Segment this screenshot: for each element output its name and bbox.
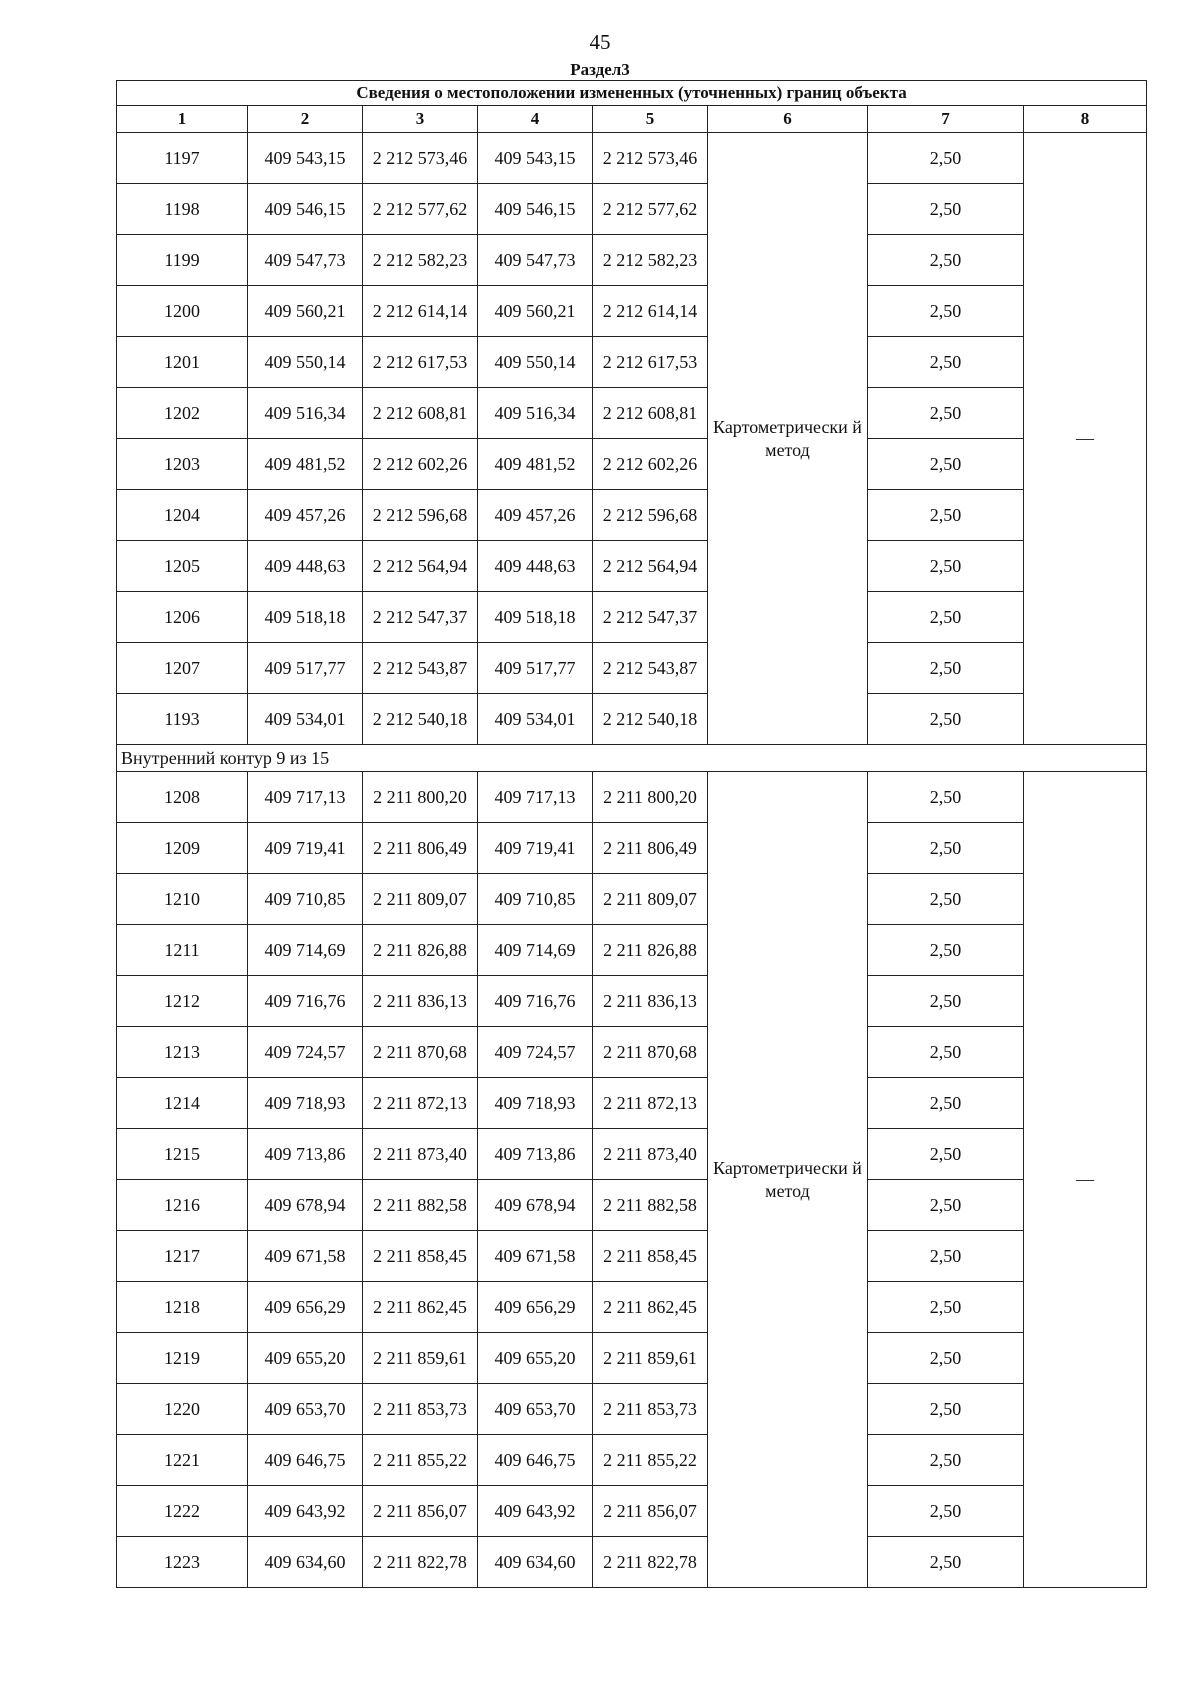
accuracy-cell: 2,50 bbox=[868, 925, 1024, 976]
note-cell: — bbox=[1024, 772, 1147, 1588]
point-number-cell: 1201 bbox=[117, 337, 248, 388]
y-old-cell: 2 211 809,07 bbox=[363, 874, 478, 925]
accuracy-cell: 2,50 bbox=[868, 592, 1024, 643]
x-old-cell: 409 560,21 bbox=[248, 286, 363, 337]
x-old-cell: 409 448,63 bbox=[248, 541, 363, 592]
point-number-cell: 1211 bbox=[117, 925, 248, 976]
y-new-cell: 2 212 596,68 bbox=[593, 490, 708, 541]
x-old-cell: 409 713,86 bbox=[248, 1129, 363, 1180]
point-number-cell: 1203 bbox=[117, 439, 248, 490]
y-new-cell: 2 211 806,49 bbox=[593, 823, 708, 874]
accuracy-cell: 2,50 bbox=[868, 1282, 1024, 1333]
point-number-cell: 1216 bbox=[117, 1180, 248, 1231]
y-new-cell: 2 212 573,46 bbox=[593, 133, 708, 184]
table-row bbox=[117, 1435, 1147, 1486]
accuracy-cell: 2,50 bbox=[868, 643, 1024, 694]
accuracy-cell: 2,50 bbox=[868, 388, 1024, 439]
point-number-cell: 1197 bbox=[117, 133, 248, 184]
accuracy-cell: 2,50 bbox=[868, 1027, 1024, 1078]
x-new-cell: 409 634,60 bbox=[478, 1537, 593, 1588]
point-number-cell: 1219 bbox=[117, 1333, 248, 1384]
x-old-cell: 409 719,41 bbox=[248, 823, 363, 874]
y-new-cell: 2 211 822,78 bbox=[593, 1537, 708, 1588]
y-old-cell: 2 211 806,49 bbox=[363, 823, 478, 874]
x-new-cell: 409 547,73 bbox=[478, 235, 593, 286]
x-old-cell: 409 646,75 bbox=[248, 1435, 363, 1486]
point-number-cell: 1217 bbox=[117, 1231, 248, 1282]
y-new-cell: 2 212 608,81 bbox=[593, 388, 708, 439]
x-new-cell: 409 518,18 bbox=[478, 592, 593, 643]
point-number-cell: 1199 bbox=[117, 235, 248, 286]
x-old-cell: 409 550,14 bbox=[248, 337, 363, 388]
contour-label-row bbox=[117, 745, 1147, 772]
x-new-cell: 409 516,34 bbox=[478, 388, 593, 439]
y-old-cell: 2 211 862,45 bbox=[363, 1282, 478, 1333]
x-new-cell: 409 560,21 bbox=[478, 286, 593, 337]
table-row bbox=[117, 439, 1147, 490]
y-old-cell: 2 211 856,07 bbox=[363, 1486, 478, 1537]
y-old-cell: 2 211 882,58 bbox=[363, 1180, 478, 1231]
x-new-cell: 409 678,94 bbox=[478, 1180, 593, 1231]
x-old-cell: 409 671,58 bbox=[248, 1231, 363, 1282]
point-number-cell: 1221 bbox=[117, 1435, 248, 1486]
y-new-cell: 2 211 873,40 bbox=[593, 1129, 708, 1180]
y-old-cell: 2 212 614,14 bbox=[363, 286, 478, 337]
accuracy-cell: 2,50 bbox=[868, 874, 1024, 925]
point-number-cell: 1209 bbox=[117, 823, 248, 874]
y-new-cell: 2 211 826,88 bbox=[593, 925, 708, 976]
table-caption: Сведения о местоположении измененных (уточненных) границ объекта bbox=[117, 81, 1147, 106]
y-new-cell: 2 211 882,58 bbox=[593, 1180, 708, 1231]
table-row bbox=[117, 823, 1147, 874]
y-new-cell: 2 212 602,26 bbox=[593, 439, 708, 490]
table-row bbox=[117, 1486, 1147, 1537]
y-new-cell: 2 212 540,18 bbox=[593, 694, 708, 745]
y-new-cell: 2 211 859,61 bbox=[593, 1333, 708, 1384]
y-old-cell: 2 212 564,94 bbox=[363, 541, 478, 592]
x-new-cell: 409 543,15 bbox=[478, 133, 593, 184]
y-old-cell: 2 212 582,23 bbox=[363, 235, 478, 286]
x-new-cell: 409 457,26 bbox=[478, 490, 593, 541]
y-old-cell: 2 211 836,13 bbox=[363, 976, 478, 1027]
table-row bbox=[117, 388, 1147, 439]
table-row bbox=[117, 772, 1147, 823]
y-old-cell: 2 211 872,13 bbox=[363, 1078, 478, 1129]
x-old-cell: 409 518,18 bbox=[248, 592, 363, 643]
x-old-cell: 409 547,73 bbox=[248, 235, 363, 286]
x-new-cell: 409 656,29 bbox=[478, 1282, 593, 1333]
x-old-cell: 409 714,69 bbox=[248, 925, 363, 976]
y-old-cell: 2 211 859,61 bbox=[363, 1333, 478, 1384]
table-row bbox=[117, 337, 1147, 388]
x-old-cell: 409 481,52 bbox=[248, 439, 363, 490]
y-old-cell: 2 211 800,20 bbox=[363, 772, 478, 823]
y-old-cell: 2 212 602,26 bbox=[363, 439, 478, 490]
point-number-cell: 1214 bbox=[117, 1078, 248, 1129]
accuracy-cell: 2,50 bbox=[868, 1333, 1024, 1384]
y-old-cell: 2 211 870,68 bbox=[363, 1027, 478, 1078]
accuracy-cell: 2,50 bbox=[868, 184, 1024, 235]
y-old-cell: 2 212 540,18 bbox=[363, 694, 478, 745]
y-new-cell: 2 212 564,94 bbox=[593, 541, 708, 592]
method-cell: Картометрически й метод bbox=[708, 772, 868, 1588]
accuracy-cell: 2,50 bbox=[868, 694, 1024, 745]
accuracy-cell: 2,50 bbox=[868, 235, 1024, 286]
y-new-cell: 2 211 862,45 bbox=[593, 1282, 708, 1333]
accuracy-cell: 2,50 bbox=[868, 439, 1024, 490]
table-row bbox=[117, 1129, 1147, 1180]
x-old-cell: 409 656,29 bbox=[248, 1282, 363, 1333]
section-label: Раздел3 bbox=[570, 60, 630, 79]
accuracy-cell: 2,50 bbox=[868, 976, 1024, 1027]
y-new-cell: 2 212 543,87 bbox=[593, 643, 708, 694]
y-old-cell: 2 212 577,62 bbox=[363, 184, 478, 235]
y-old-cell: 2 211 826,88 bbox=[363, 925, 478, 976]
x-new-cell: 409 643,92 bbox=[478, 1486, 593, 1537]
accuracy-cell: 2,50 bbox=[868, 1078, 1024, 1129]
point-number-cell: 1206 bbox=[117, 592, 248, 643]
x-old-cell: 409 716,76 bbox=[248, 976, 363, 1027]
table-row bbox=[117, 235, 1147, 286]
y-new-cell: 2 211 800,20 bbox=[593, 772, 708, 823]
accuracy-cell: 2,50 bbox=[868, 490, 1024, 541]
accuracy-cell: 2,50 bbox=[868, 133, 1024, 184]
x-new-cell: 409 481,52 bbox=[478, 439, 593, 490]
x-old-cell: 409 718,93 bbox=[248, 1078, 363, 1129]
x-new-cell: 409 716,76 bbox=[478, 976, 593, 1027]
accuracy-cell: 2,50 bbox=[868, 1129, 1024, 1180]
point-number-cell: 1220 bbox=[117, 1384, 248, 1435]
point-number-cell: 1210 bbox=[117, 874, 248, 925]
table-row bbox=[117, 541, 1147, 592]
point-number-cell: 1215 bbox=[117, 1129, 248, 1180]
y-new-cell: 2 212 617,53 bbox=[593, 337, 708, 388]
x-new-cell: 409 710,85 bbox=[478, 874, 593, 925]
table-row bbox=[117, 694, 1147, 745]
table-caption-row bbox=[117, 81, 1147, 106]
y-old-cell: 2 212 543,87 bbox=[363, 643, 478, 694]
column-header: 1 bbox=[117, 106, 248, 133]
y-old-cell: 2 211 858,45 bbox=[363, 1231, 478, 1282]
y-old-cell: 2 211 822,78 bbox=[363, 1537, 478, 1588]
column-header: 2 bbox=[248, 106, 363, 133]
table-body bbox=[117, 81, 1147, 1588]
x-new-cell: 409 718,93 bbox=[478, 1078, 593, 1129]
y-old-cell: 2 211 873,40 bbox=[363, 1129, 478, 1180]
table-row bbox=[117, 976, 1147, 1027]
point-number-cell: 1202 bbox=[117, 388, 248, 439]
table-row bbox=[117, 1180, 1147, 1231]
x-new-cell: 409 550,14 bbox=[478, 337, 593, 388]
accuracy-cell: 2,50 bbox=[868, 1231, 1024, 1282]
table-row bbox=[117, 490, 1147, 541]
x-new-cell: 409 653,70 bbox=[478, 1384, 593, 1435]
x-new-cell: 409 448,63 bbox=[478, 541, 593, 592]
y-new-cell: 2 211 853,73 bbox=[593, 1384, 708, 1435]
point-number-cell: 1213 bbox=[117, 1027, 248, 1078]
y-new-cell: 2 211 855,22 bbox=[593, 1435, 708, 1486]
table-row bbox=[117, 286, 1147, 337]
x-old-cell: 409 724,57 bbox=[248, 1027, 363, 1078]
table-row bbox=[117, 1333, 1147, 1384]
point-number-cell: 1205 bbox=[117, 541, 248, 592]
point-number-cell: 1204 bbox=[117, 490, 248, 541]
point-number-cell: 1212 bbox=[117, 976, 248, 1027]
column-header: 7 bbox=[868, 106, 1024, 133]
accuracy-cell: 2,50 bbox=[868, 337, 1024, 388]
accuracy-cell: 2,50 bbox=[868, 823, 1024, 874]
x-old-cell: 409 653,70 bbox=[248, 1384, 363, 1435]
accuracy-cell: 2,50 bbox=[868, 1435, 1024, 1486]
y-new-cell: 2 211 856,07 bbox=[593, 1486, 708, 1537]
contour-label: Внутренний контур 9 из 15 bbox=[117, 745, 1147, 772]
table-row bbox=[117, 1078, 1147, 1129]
x-old-cell: 409 634,60 bbox=[248, 1537, 363, 1588]
x-new-cell: 409 655,20 bbox=[478, 1333, 593, 1384]
column-header: 3 bbox=[363, 106, 478, 133]
table-row bbox=[117, 643, 1147, 694]
table-row bbox=[117, 1231, 1147, 1282]
x-old-cell: 409 643,92 bbox=[248, 1486, 363, 1537]
x-old-cell: 409 457,26 bbox=[248, 490, 363, 541]
y-old-cell: 2 212 573,46 bbox=[363, 133, 478, 184]
x-new-cell: 409 724,57 bbox=[478, 1027, 593, 1078]
table-row bbox=[117, 133, 1147, 184]
y-old-cell: 2 211 855,22 bbox=[363, 1435, 478, 1486]
y-old-cell: 2 212 608,81 bbox=[363, 388, 478, 439]
column-header: 6 bbox=[708, 106, 868, 133]
boundary-coordinates-table bbox=[116, 80, 1147, 1588]
x-new-cell: 409 534,01 bbox=[478, 694, 593, 745]
table-row bbox=[117, 1282, 1147, 1333]
point-number-cell: 1208 bbox=[117, 772, 248, 823]
x-old-cell: 409 534,01 bbox=[248, 694, 363, 745]
x-new-cell: 409 646,75 bbox=[478, 1435, 593, 1486]
table-row bbox=[117, 184, 1147, 235]
x-new-cell: 409 671,58 bbox=[478, 1231, 593, 1282]
table-row bbox=[117, 1027, 1147, 1078]
x-new-cell: 409 717,13 bbox=[478, 772, 593, 823]
point-number-cell: 1198 bbox=[117, 184, 248, 235]
x-old-cell: 409 516,34 bbox=[248, 388, 363, 439]
y-new-cell: 2 212 582,23 bbox=[593, 235, 708, 286]
y-new-cell: 2 212 577,62 bbox=[593, 184, 708, 235]
y-new-cell: 2 211 872,13 bbox=[593, 1078, 708, 1129]
x-old-cell: 409 517,77 bbox=[248, 643, 363, 694]
x-old-cell: 409 678,94 bbox=[248, 1180, 363, 1231]
y-new-cell: 2 211 858,45 bbox=[593, 1231, 708, 1282]
table-row bbox=[117, 925, 1147, 976]
y-new-cell: 2 212 547,37 bbox=[593, 592, 708, 643]
table-header-row bbox=[117, 106, 1147, 133]
point-number-cell: 1222 bbox=[117, 1486, 248, 1537]
y-new-cell: 2 211 836,13 bbox=[593, 976, 708, 1027]
column-header: 8 bbox=[1024, 106, 1147, 133]
x-old-cell: 409 717,13 bbox=[248, 772, 363, 823]
column-header: 5 bbox=[593, 106, 708, 133]
accuracy-cell: 2,50 bbox=[868, 1384, 1024, 1435]
x-new-cell: 409 719,41 bbox=[478, 823, 593, 874]
table-row bbox=[117, 1537, 1147, 1588]
column-header: 4 bbox=[478, 106, 593, 133]
x-new-cell: 409 713,86 bbox=[478, 1129, 593, 1180]
point-number-cell: 1193 bbox=[117, 694, 248, 745]
x-old-cell: 409 655,20 bbox=[248, 1333, 363, 1384]
x-new-cell: 409 714,69 bbox=[478, 925, 593, 976]
x-old-cell: 409 710,85 bbox=[248, 874, 363, 925]
table-row bbox=[117, 1384, 1147, 1435]
point-number-cell: 1200 bbox=[117, 286, 248, 337]
accuracy-cell: 2,50 bbox=[868, 772, 1024, 823]
page-number: 45 bbox=[589, 30, 611, 54]
point-number-cell: 1223 bbox=[117, 1537, 248, 1588]
x-old-cell: 409 543,15 bbox=[248, 133, 363, 184]
accuracy-cell: 2,50 bbox=[868, 541, 1024, 592]
point-number-cell: 1207 bbox=[117, 643, 248, 694]
note-cell: — bbox=[1024, 133, 1147, 745]
x-old-cell: 409 546,15 bbox=[248, 184, 363, 235]
accuracy-cell: 2,50 bbox=[868, 286, 1024, 337]
accuracy-cell: 2,50 bbox=[868, 1537, 1024, 1588]
y-old-cell: 2 212 596,68 bbox=[363, 490, 478, 541]
accuracy-cell: 2,50 bbox=[868, 1486, 1024, 1537]
table-row bbox=[117, 592, 1147, 643]
method-cell: Картометрически й метод bbox=[708, 133, 868, 745]
x-new-cell: 409 517,77 bbox=[478, 643, 593, 694]
y-new-cell: 2 212 614,14 bbox=[593, 286, 708, 337]
accuracy-cell: 2,50 bbox=[868, 1180, 1024, 1231]
x-new-cell: 409 546,15 bbox=[478, 184, 593, 235]
y-new-cell: 2 211 870,68 bbox=[593, 1027, 708, 1078]
y-old-cell: 2 212 617,53 bbox=[363, 337, 478, 388]
point-number-cell: 1218 bbox=[117, 1282, 248, 1333]
y-old-cell: 2 212 547,37 bbox=[363, 592, 478, 643]
y-new-cell: 2 211 809,07 bbox=[593, 874, 708, 925]
table-row bbox=[117, 874, 1147, 925]
y-old-cell: 2 211 853,73 bbox=[363, 1384, 478, 1435]
